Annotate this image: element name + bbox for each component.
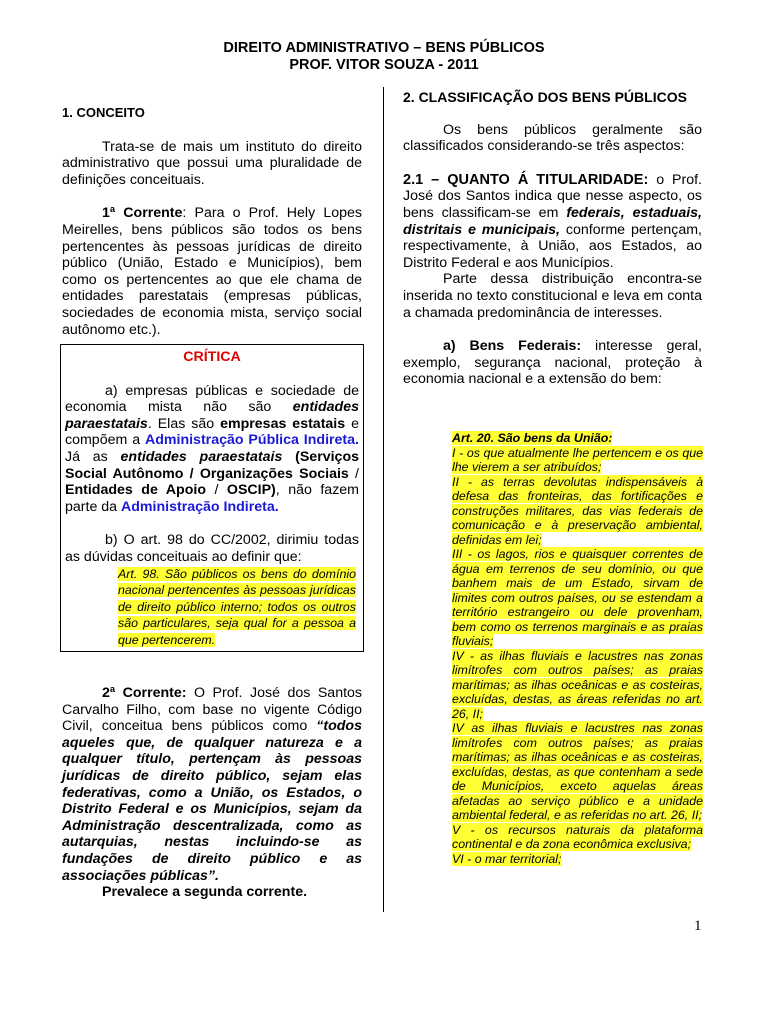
art20-item xyxy=(452,823,703,852)
conceito-intro-text: Trata-se de mais um instituto do direito administrativo que possui uma pluralidade de definições conceituais. xyxy=(62,138,362,188)
titularidade-text-2: conforme pertençam, respectivamente, à União, aos Estados, ao Distrito Federal e aos Municípios. xyxy=(403,221,702,271)
critica-a-text-1: a) empresas públicas e sociedade de economia mista não são xyxy=(65,382,359,416)
art20-item xyxy=(452,852,703,867)
bens-federais-paragraph xyxy=(403,338,702,388)
art20-item xyxy=(452,649,703,722)
titularidade-terms: federais, estaduais, distritais e municipais, xyxy=(403,204,702,238)
art20-item-text: V - os recursos naturais da plataforma continental e da zona econômica exclusiva; xyxy=(452,822,703,851)
titularidade-label: 2.1 – QUANTO Á TITULARIDADE: xyxy=(403,171,649,188)
critica-a-sep-2: / xyxy=(205,482,227,499)
left-column xyxy=(62,105,362,338)
page-header xyxy=(0,40,768,74)
header-title: DIREITO ADMINISTRATIVO – BENS PÚBLICOS xyxy=(223,40,545,56)
art20-item xyxy=(452,721,703,823)
art20-item xyxy=(452,446,703,475)
section-conceito-title: 1. CONCEITO xyxy=(62,105,145,120)
prevalece-text: Prevalece a segunda corrente. xyxy=(102,884,308,901)
corrente1-text: : Para o Prof. Hely Lopes Meirelles, bens públicos são todos os bens pertencentes às pessoas jurídicas de direito público (União, Estado e Municípios), bem como os pertencentes ao que ele chama de entidades parestatais (empresas públicas, sociedades de economia mista, serviço social autônomo etc.). xyxy=(62,205,362,338)
art20-item-text: IV as ilhas fluviais e lacustres nas zonas limítrofes com outros países; as praias marítimas; as ilhas oceânicas e as costeiras, excluídas, destas, as que contenham a sede de Municípios, exceto aquelas áreas afetadas ao serviço público e a unidade ambiental federal, e as referidas no art. 26, II; xyxy=(452,721,703,822)
critica-box xyxy=(60,344,364,652)
critica-a-link-1: Administração Pública Indireta. xyxy=(144,432,359,449)
distribuicao-paragraph: Parte dessa distribuição encontra-se inserida no texto constitucional e leva em conta a chamada predominância de interesses. xyxy=(403,271,702,321)
classificacao-intro: Os bens públicos geralmente são classificados considerando-se três aspectos: xyxy=(403,121,702,155)
art20-item-text: I - os que atualmente lhe pertencem e os que lhe vierem a ser atribuídos; xyxy=(452,445,703,474)
art20-quote xyxy=(452,431,703,866)
critica-a-term-1: entidades paraestatais xyxy=(65,399,359,432)
critica-a-term-5: Entidades de Apoio xyxy=(65,482,206,499)
column-divider xyxy=(383,87,384,912)
corrente2-text: O Prof. José dos Santos Carvalho Filho, com base no vigente Código Civil, conceitua bens públicos como xyxy=(62,685,363,735)
header-author: PROF. VITOR SOUZA - 2011 xyxy=(289,57,479,73)
critica-a-text-4: Já as xyxy=(65,448,121,465)
titularidade-paragraph xyxy=(403,172,702,272)
prevalece-line xyxy=(62,884,362,901)
critica-item-b: b) O art. 98 do CC/2002, dirimiu todas as dúvidas conceituais ao definir que: xyxy=(65,532,359,565)
corrente1-paragraph xyxy=(62,205,362,338)
page-number: 1 xyxy=(694,918,702,934)
critica-title: CRÍTICA xyxy=(183,349,241,365)
art98-text: Art. 98. São públicos os bens do domínio nacional pertencentes às pessoas jurídicas de direito público interno; todos os outros são particulares, seja qual for a pessoa a que pertencerem. xyxy=(118,566,356,647)
bens-federais-label: a) Bens Federais: xyxy=(443,338,582,355)
art20-item-text: III - os lagos, rios e quaisquer correntes de água em terrenos de seu domínio, ou que banhem mais de um Estado, sirvam de limites com outros países, ou se estendam a território estrangeiro ou dele provenham, bem como os terrenos marginais e as praias fluviais; xyxy=(452,547,703,648)
corrente1-label: 1ª Corrente xyxy=(102,205,183,222)
art20-item xyxy=(452,475,703,548)
critica-item-a xyxy=(65,383,359,516)
art20-item-text: IV - as ilhas fluviais e lacustres nas zonas limítrofes com outros países; as praias marítimas; as ilhas oceânicas e as costeiras, excluídas, destas, as áreas referidas no art. 26, II; xyxy=(452,648,703,721)
critica-a-sep-1: / xyxy=(348,465,359,482)
corrente2-label: 2ª Corrente: xyxy=(102,685,187,701)
critica-a-term-3: entidades paraestatais xyxy=(120,448,283,465)
critica-a-term-4: (Serviços Social Autônomo / Organizações Sociais xyxy=(65,448,359,482)
critica-a-term-2: empresas estatais xyxy=(220,415,346,432)
critica-a-term-6: OSCIP) xyxy=(226,482,276,499)
art20-heading: Art. 20. São bens da União: xyxy=(452,431,613,445)
titularidade-text-1: o Prof. José dos Santos indica que nesse aspecto, os bens classificam-se em xyxy=(403,171,702,221)
corrente2-block xyxy=(62,685,362,901)
art20-item-text: VI - o mar territorial; xyxy=(452,851,562,866)
conceito-intro xyxy=(62,139,362,189)
art98-quote xyxy=(118,566,356,649)
section-classificacao-title: 2. CLASSIFICAÇÃO DOS BENS PÚBLICOS xyxy=(403,89,687,105)
bens-federais-text: interesse geral, exemplo, segurança nacional, proteção à economia nacional e a extensão do bem: xyxy=(403,338,702,388)
critica-a-text-2: . Elas são xyxy=(147,415,221,432)
critica-a-text-5: , não fazem parte da xyxy=(65,482,359,515)
art20-item xyxy=(452,547,703,649)
corrente2-quote: “todos aqueles que, de qualquer natureza e a qualquer título, pertençam às pessoas jurídicas de direito público, sejam elas federativas, como a União, os Estados, o Distrito Federal e os Municípios, sejam da Administração descentralizada, como as autarquias, nestas incluindo-se as fundações de direito público e as associações públicas”. xyxy=(62,718,362,884)
art20-item-text: II - as terras devolutas indispensáveis à defesa das fronteiras, das fortificações e construções militares, das vias federais de comunicação e à preservação ambiental, definidas em lei; xyxy=(452,474,703,547)
art20-item xyxy=(452,431,703,446)
right-column xyxy=(403,89,702,388)
critica-a-text-3: e compõem a xyxy=(65,415,359,449)
corrente2-paragraph xyxy=(62,685,362,884)
critica-a-link-2: Administração Indireta. xyxy=(121,498,279,515)
